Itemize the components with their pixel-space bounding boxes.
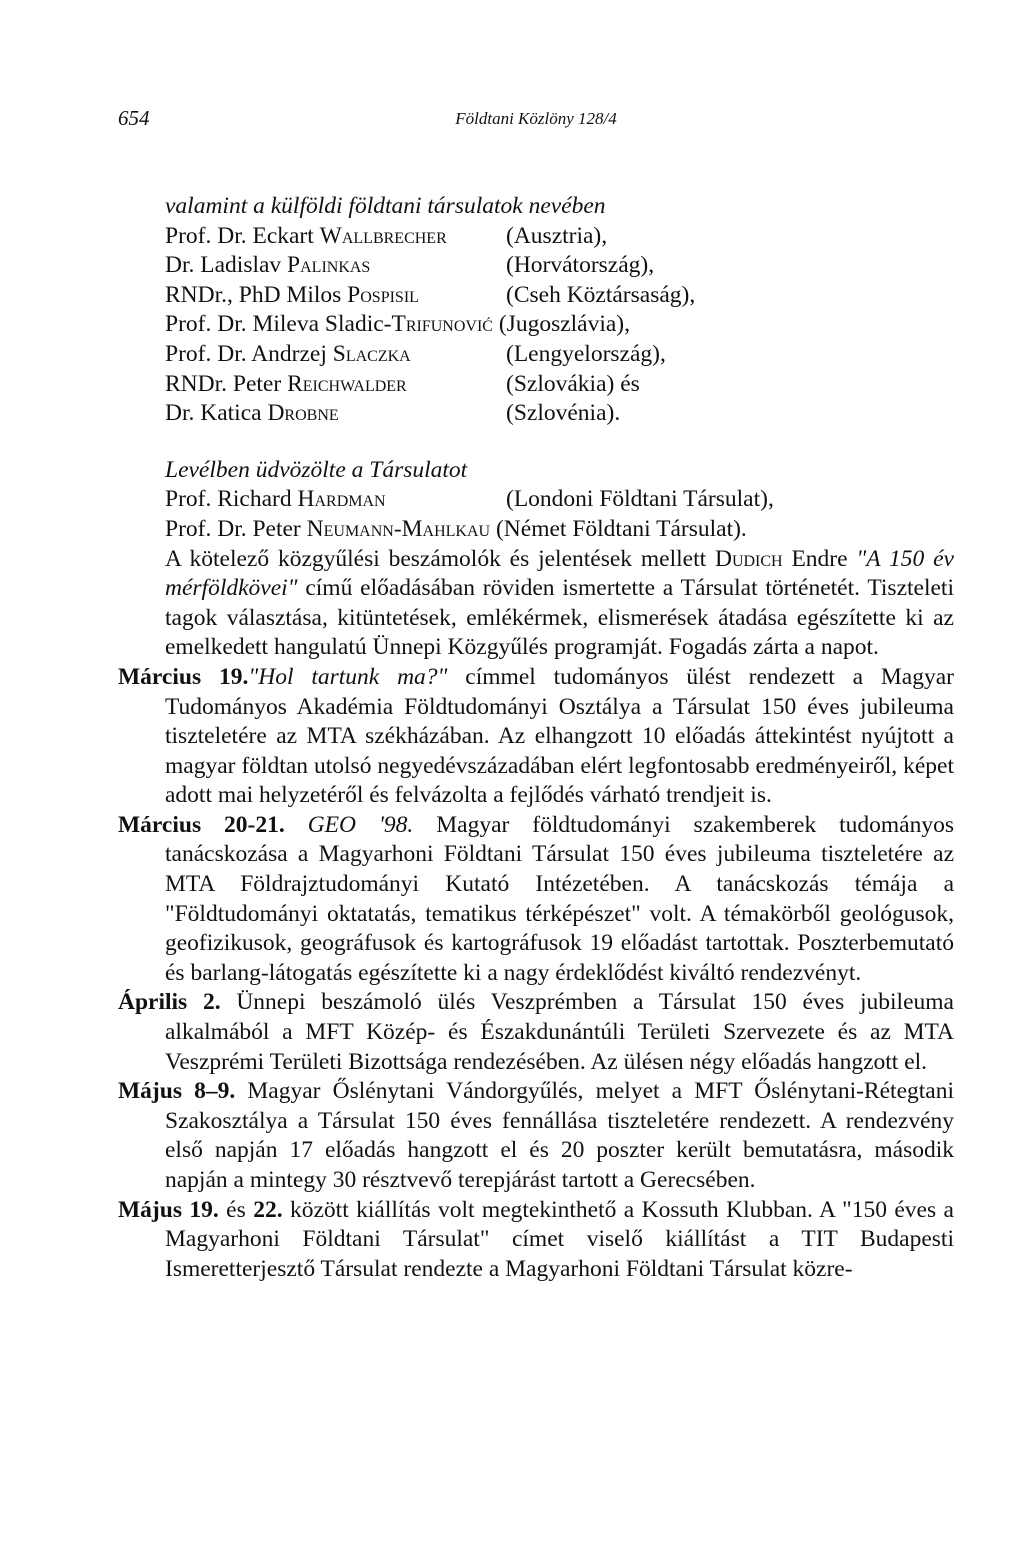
- delegate-country: (Cseh Köztársaság),: [506, 281, 696, 308]
- delegate-row: [118, 370, 954, 400]
- delegate-country: (Szlovákia) és: [506, 370, 640, 397]
- delegate-surname: Slaczka: [332, 340, 411, 367]
- delegate-surname: Reichwalder: [287, 370, 407, 397]
- delegate-name: RNDr., PhD Milos: [165, 281, 348, 308]
- event-entry: [118, 988, 954, 1077]
- article-body: [118, 192, 954, 1284]
- event-date: Március 19.: [118, 663, 249, 690]
- delegate-name: Prof. Dr. Eckart: [165, 222, 320, 249]
- delegate-country: (Lengyelország),: [506, 340, 666, 367]
- delegate-surname: Pospisil: [347, 281, 419, 308]
- event-entry: [118, 811, 954, 989]
- greeter-row: [118, 485, 954, 515]
- event-title: GEO '98.: [307, 811, 414, 838]
- paragraph-text: Endre: [782, 545, 857, 572]
- delegate-surname: Palinkas: [287, 252, 371, 279]
- delegate-country: (Jugoszlávia),: [492, 311, 631, 338]
- speaker-surname: Dudich: [714, 545, 783, 572]
- journal-title: Földtani Közlöny 128/4: [455, 109, 617, 128]
- delegate-country: (Ausztria),: [506, 222, 608, 249]
- paragraph-text: című előadásában röviden ismertette a Társulat történetét. Tiszteleti tagok választása, kitüntetések, emlékérmek, elismerések átadása egészítette ki az emelkedett hangulatú Ünnepi Közgyűlés programját. Fogadás zárta a napot.: [165, 575, 954, 661]
- delegate-surname: Wallbrecher: [319, 222, 447, 249]
- greeter-surname: Neumann-Mahlkau: [306, 515, 491, 542]
- greeter-row: [118, 515, 954, 545]
- delegate-surname: Trifunović: [391, 311, 493, 338]
- delegate-row: [118, 310, 954, 340]
- spacer: [118, 429, 954, 456]
- event-date: Május 19.: [118, 1196, 219, 1223]
- page-number: 654: [118, 106, 150, 130]
- letter-greetings-heading: Levélben üdvözölte a Társulatot: [165, 456, 468, 483]
- delegate-surname: Drobne: [267, 400, 339, 427]
- delegate-name: Dr. Ladislav: [165, 252, 288, 279]
- greeter-society: (Londoni Földtani Társulat),: [506, 486, 774, 513]
- delegate-name: Prof. Dr. Andrzej: [165, 340, 333, 367]
- event-date: 22.: [253, 1196, 283, 1223]
- page-header: [118, 104, 954, 134]
- event-title: "Hol tartunk ma?": [248, 663, 448, 690]
- event-date: Március 20-21.: [118, 811, 285, 838]
- event-text: és: [218, 1196, 254, 1223]
- event-date: Április 2.: [118, 989, 221, 1016]
- delegate-row: [118, 222, 954, 252]
- lecture-title: "A 150 év mérföldkövei": [165, 545, 954, 602]
- delegate-row: [118, 251, 954, 281]
- event-text: Magyar földtudományi szakemberek tudományos tanácskozása a Magyarhoni Földtani Társulat 150 éves jubileuma tiszteletére az MTA Földrajztudományi Kutató Intézetében. A tanácskozás témája a "Földtudományi oktatatás, tematikus térképészet" volt. A témakörből geológusok, geofizikusok, geográfusok és kartográfusok 19 előadást tartottak. Poszterbemutató és barlang-látogatás egészítette ki a nagy érdeklődést kiváltó rendezvényt.: [165, 811, 955, 986]
- event-entry: [118, 1196, 954, 1285]
- greeter-name: Prof. Dr. Peter: [165, 515, 307, 542]
- event-text: Ünnepi beszámoló ülés Veszprémben a Társulat 150 éves jubileuma alkalmából a MFT Közép- és Északdunántúli Területi Szervezete és az MTA Veszprémi Területi Bizottsága rendezésében. Az ülésen négy előadás hangzott el.: [165, 989, 954, 1075]
- delegate-row: [118, 399, 954, 429]
- event-entry: [118, 1077, 954, 1195]
- delegate-name: RNDr. Peter: [165, 370, 288, 397]
- event-text: [285, 812, 308, 838]
- delegate-row: [118, 340, 954, 370]
- delegate-country: (Horvátország),: [506, 252, 655, 279]
- foreign-societies-heading: valamint a külföldi földtani társulatok nevében: [165, 193, 606, 219]
- event-date: Május 8–9.: [118, 1078, 236, 1105]
- paragraph-text: A kötelező közgyűlési beszámolók és jelentések mellett: [165, 545, 715, 572]
- delegate-country: (Szlovénia).: [506, 400, 621, 427]
- greeter-name: Prof. Richard: [165, 486, 298, 513]
- event-text: címmel tudományos ülést rendezett a Magyar Tudományos Akadémia Földtudományi Osztálya a Társulat 150 éves jubileuma tiszteletére az MTA székházában. Az elhangzott 10 előadás áttekintést nyújtott a magyar földtan utolsó negyedévszázadában elért legfontosabb eredményeiről, képet adott mai helyzetéről és felvázolta a fejlődés várható trendjeit is.: [165, 663, 954, 809]
- assembly-paragraph: [118, 545, 954, 663]
- greeter-society: (Német Földtani Társulat).: [490, 515, 747, 542]
- event-text: Magyar Őslénytani Vándorgyűlés, melyet a MFT Őslénytani-Rétegtani Szakosztálya a Társulat 150 éves fennállása tiszteletére rendezett. A rendezvény első napján 17 előadás hangzott el és 20 poszter került bemutatásra, második napján a mintegy 30 résztvevő terepjárást tartott a Gerecsében.: [165, 1078, 954, 1193]
- greeter-surname: Hardman: [297, 486, 386, 513]
- delegate-name: Prof. Dr. Mileva Sladic-: [165, 311, 392, 338]
- event-text: között kiállítás volt megtekinthető a Kossuth Klubban. A "150 éves a Magyarhoni Földtani Társulat" címet viselő kiállítást a TIT Budapesti Ismeretterjesztő Társulat rendezte a Magyarhoni Földtani Társulat közre-: [165, 1196, 954, 1282]
- delegate-row: [118, 281, 954, 311]
- event-entry: [118, 663, 954, 811]
- delegate-name: Dr. Katica: [165, 400, 268, 427]
